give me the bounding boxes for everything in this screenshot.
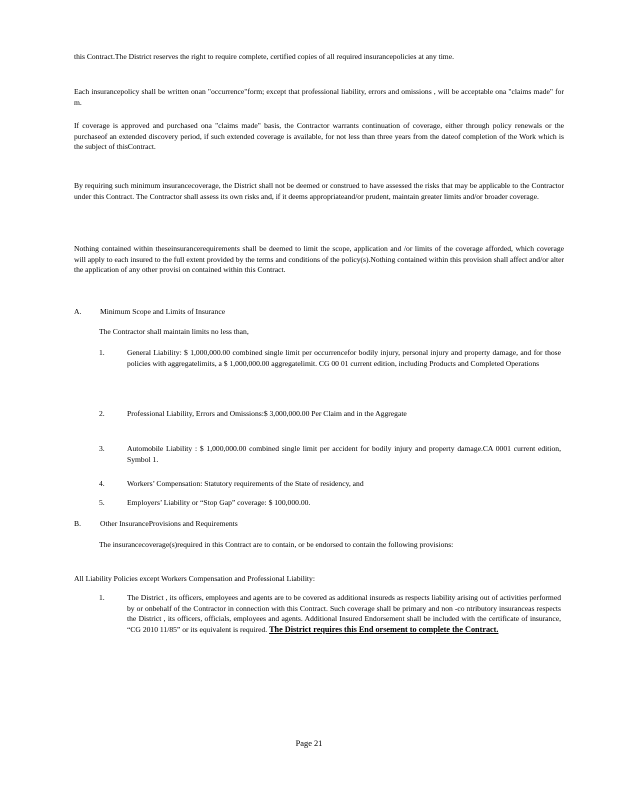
section-b-marker: B. [74,519,81,528]
section-a-title: Minimum Scope and Limits of Insurance [100,307,226,316]
list-item [99,444,561,465]
paragraph-occurrence-form: Each insurancepolicy shall be written onan "occurrence"form; except that professional liability, errors and omissions , will be acceptable ona "claims made" for m. [74,87,564,107]
list-item-number: 4. [99,479,105,488]
liability-policies-subhead: All Liability Policies except Workers Compensation and Professional Liability: [74,574,315,583]
section-a-heading [74,307,225,318]
paragraph-minimum-coverage: By requiring such minimum insurancecoverage, the District shall not be deemed or construed to have assessed the risks that may be applicable to the Contractor under this Contract. The Contractor shall assess its own risks and, if it deems appropriateand/or prudent, maintain greater limits and/or broader coverage. [74,181,564,201]
paragraph-certified-copies: this Contract.The District reserves the right to require complete, certified copies of all required insurancepolicies at any time. [74,52,454,61]
section-a-marker: A. [74,307,82,316]
list-item-number: 2. [99,409,105,418]
list-item-text-wrapper [127,593,561,635]
list-item [99,479,561,490]
paragraph-claims-made: If coverage is approved and purchased ona "claims made" basis, the Contractor warrants continuation of coverage, either through policy renewals or the purchaseof an extended discovery period, if such extended coverage is available, for not less than three years from the dateof completion of the Work which is the subject of thisContract. [74,121,564,152]
list-item-text: The District , its officers, employees and agents are to be covered as additional insureds as respects liability arising out of activities performed by or onbehalf of the Contractor in connection with this Contract. Such coverage shall be primary and non -co ntributory insuranceas respects the District , its officers, officials, employees and agents. Additional Insured Endorsement shall be included with the certificate of insurance, “CG 2010 11/85” or its equivalent is required. [127,593,561,634]
list-item-text: General Liability: $ 1,000,000.00 combined single limit per occurrencefor bodily injury, personal injury and property damage, and for those policies with aggregatelimits, a $ 1,000,000.00 aggregatelimit. CG 00 01 current edition, including Products and Completed Operations [127,348,561,368]
list-item-text: Workers’ Compensation: Statutory requirements of the State of residency, and [127,479,364,488]
list-item-number: 3. [99,444,105,453]
section-b-heading [74,519,238,530]
list-item-text: Automobile Liability : $ 1,000,000.00 combined single limit per accident for bodily injury and property damage.CA 0001 current edition, Symbol 1. [127,444,561,464]
list-item-text: Employers’ Liability or “Stop Gap” coverage: $ 100,000.00. [127,498,311,507]
section-b-subhead [74,574,315,585]
list-item-number: 1. [99,593,105,602]
section-b-title: Other InsuranceProvisions and Requirements [100,519,238,528]
list-item [99,409,561,420]
list-item-number: 1. [99,348,105,357]
endorsement-requirement: The District requires this End orsement to complete the Contract. [269,624,499,634]
section-a-intro: The Contractor shall maintain limits no less than, [99,327,249,336]
list-item [99,348,561,369]
paragraph-nothing-contained: Nothing contained within theseinsurancerequirements shall be deemed to limit the scope, application and /or limits of the coverage afforded, which coverage will apply to each insured to the full extent provided by the terms and conditions of the policy(s).Nothing contained within this provision shall affect and/or alter the application of any other provisi on contained within this Contract. [74,244,564,275]
section-b-intro: The insurancecoverage(s)required in this Contract are to contain, or be endorsed to contain the following provisions: [99,540,454,549]
list-item [99,498,561,509]
list-item-number: 5. [99,498,105,507]
list-item-text: Professional Liability, Errors and Omissions:$ 3,000,000.00 Per Claim and in the Aggregate [127,409,407,418]
page-number: Page 21 [295,739,323,748]
list-item [99,593,561,635]
